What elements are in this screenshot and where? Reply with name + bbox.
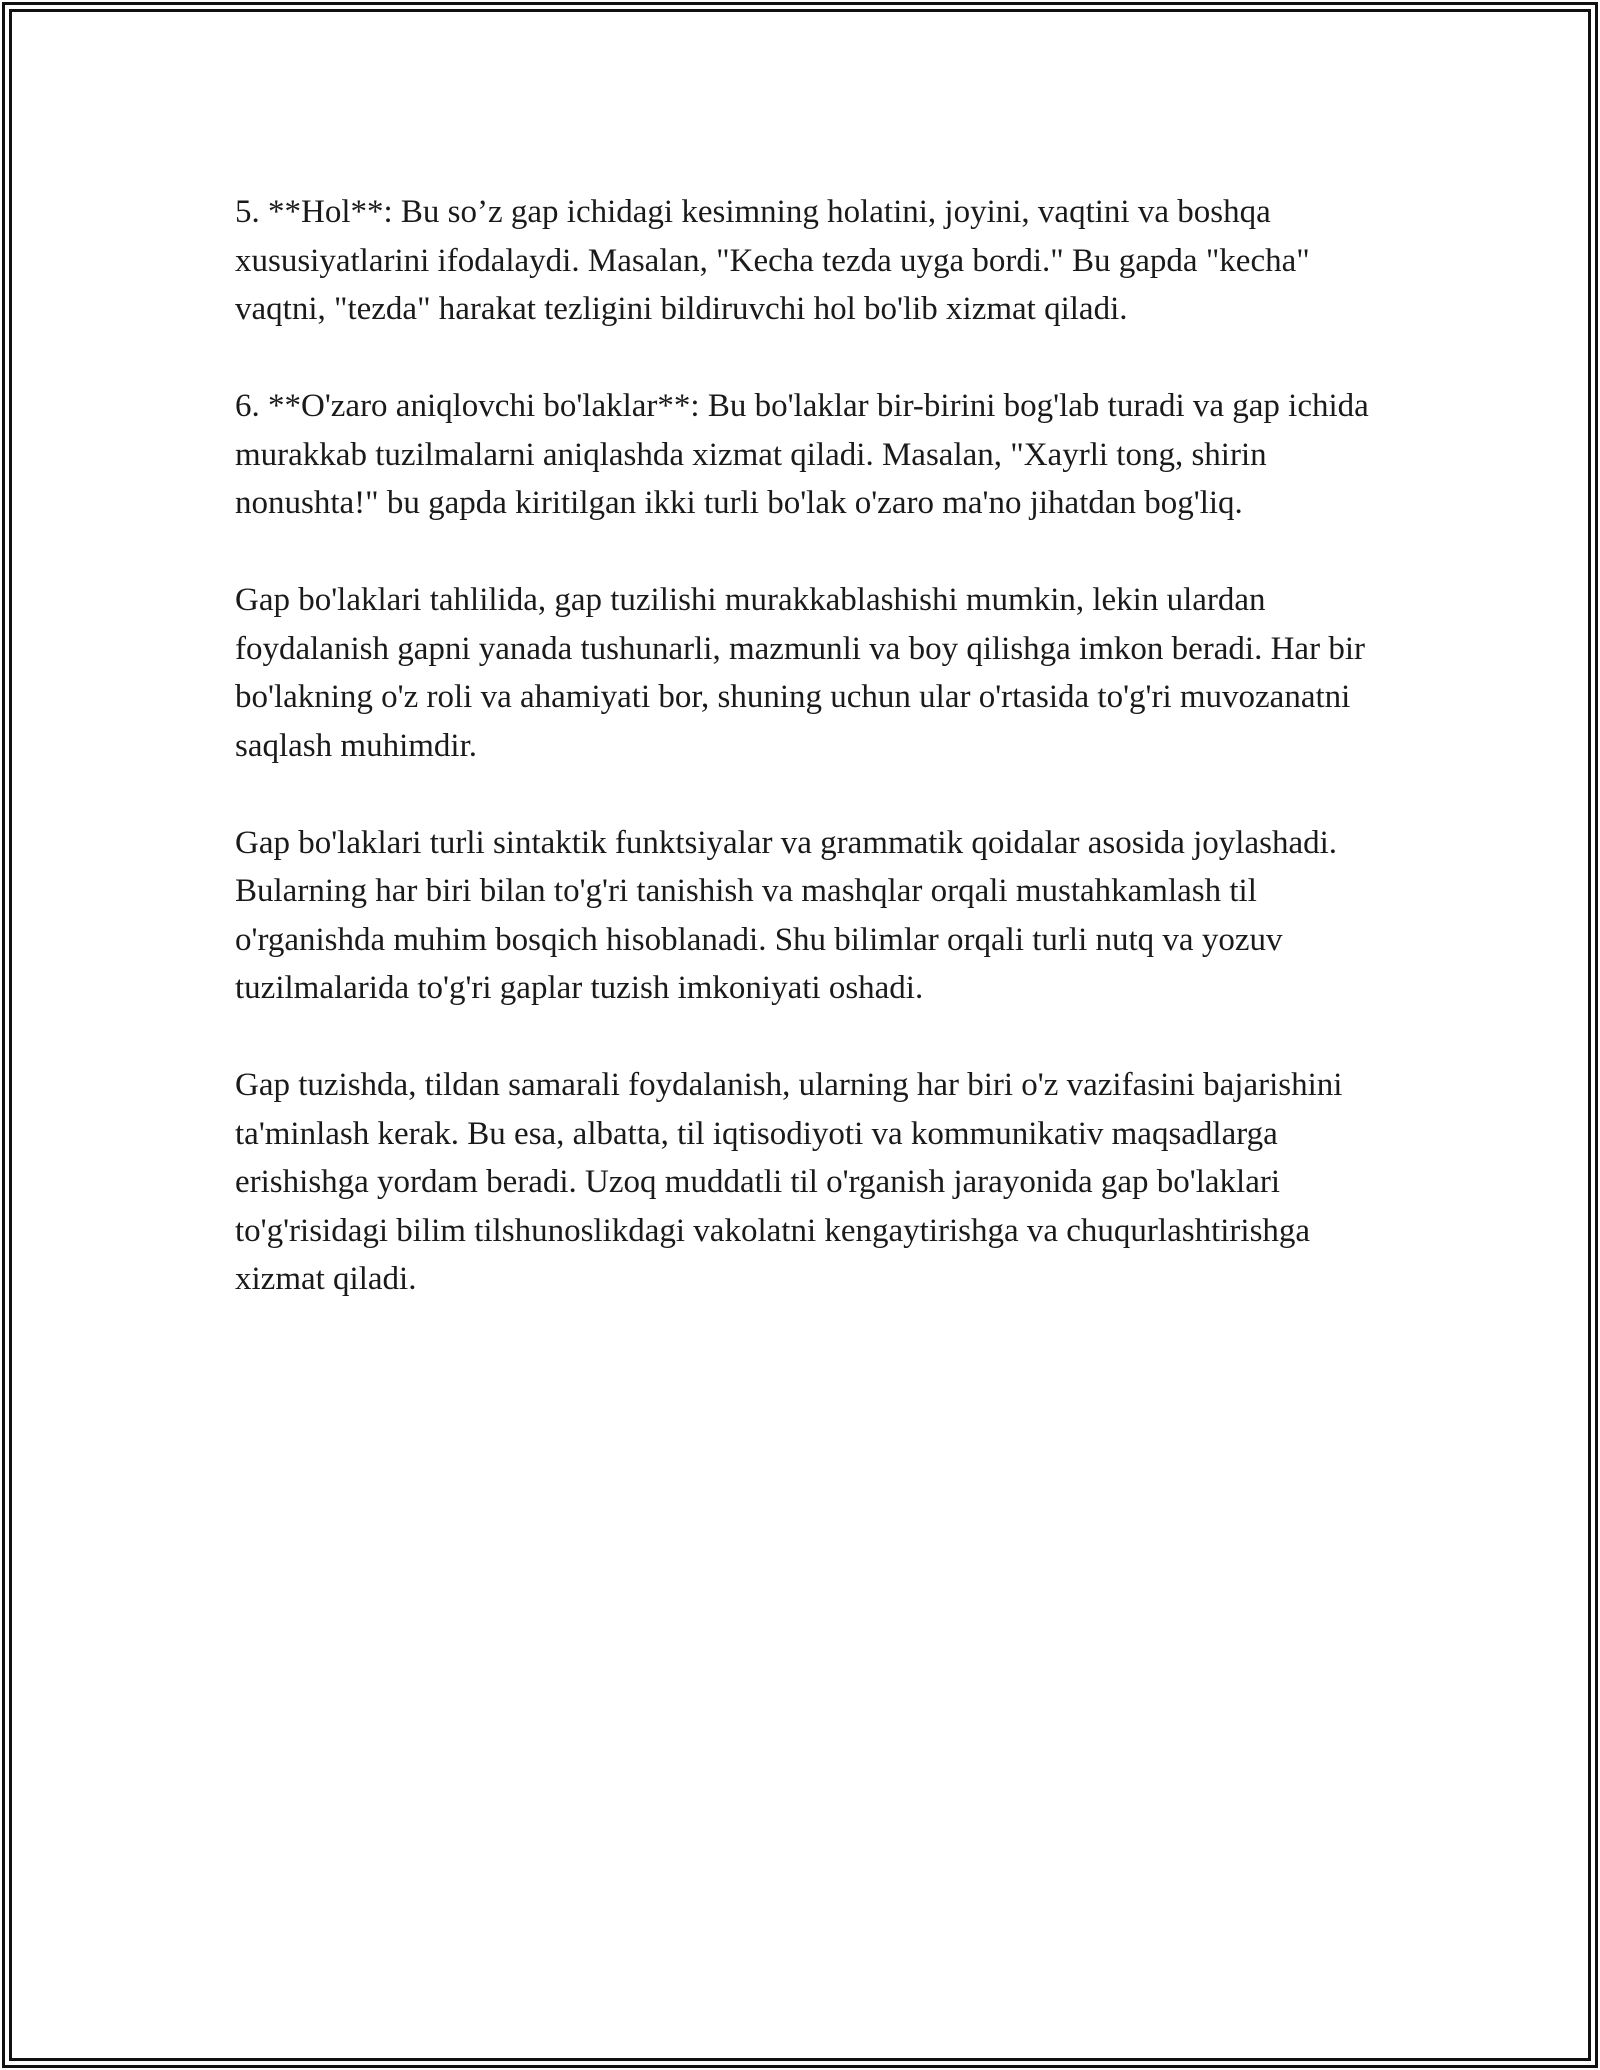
paragraph-gap-tuzish: Gap tuzishda, tildan samarali foydalanish, ularning har biri o'z vazifasini bajarishini ta'minlash kerak. Bu esa, albatta, til iqtisodiyoti va kommunikativ maqsadlarga erishishga yordam beradi. Uzoq muddatli til o'rganish jarayonida gap bo'laklari to'g'risidagi bilim tilshunoslikdagi vakolatni kengaytirishga va chuqurlashtirishga xizmat qiladi. xyxy=(235,1067,1343,1297)
paragraph-ozaro-aniqlovchi: 6. **O'zaro aniqlovchi bo'laklar**: Bu bo'laklar bir-birini bog'lab turadi va gap ichida murakkab tuzilmalarni aniqlashda xizmat qiladi. Masalan, "Xayrli tong, shirin nonushta!" bu gapda kiritilgan ikki turli bo'lak o'zaro ma'no jihatdan bog'liq. xyxy=(235,388,1369,521)
paragraph-tahlil: Gap bo'laklari tahlilida, gap tuzilishi murakkablashishi mumkin, lekin ulardan foydalanish gapni yanada tushunarli, mazmunli va boy qilishga imkon beradi. Har bir bo'lakning o'z roli va ahamiyati bor, shuning uchun ular o'rtasida to'g'ri muvozanatni saqlash muhimdir. xyxy=(235,582,1365,764)
document-body xyxy=(235,188,1375,1352)
paragraph-hol: 5. **Hol**: Bu so’z gap ichidagi kesimning holatini, joyini, vaqtini va boshqa xususiyatlarini ifodalaydi. Masalan, "Kecha tezda uyga bordi." Bu gapda "kecha" vaqtni, "tezda" harakat tezligini bildiruvchi hol bo'lib xizmat qiladi. xyxy=(235,194,1310,327)
paragraph-sintaktik: Gap bo'laklari turli sintaktik funktsiyalar va grammatik qoidalar asosida joylashadi. Bularning har biri bilan to'g'ri tanishish va mashqlar orqali mustahkamlash til o'rganishda muhim bosqich hisoblanadi. Shu bilimlar orqali turli nutq va yozuv tuzilmalarida to'g'ri gaplar tuzish imkoniyati oshadi. xyxy=(235,824,1338,1006)
